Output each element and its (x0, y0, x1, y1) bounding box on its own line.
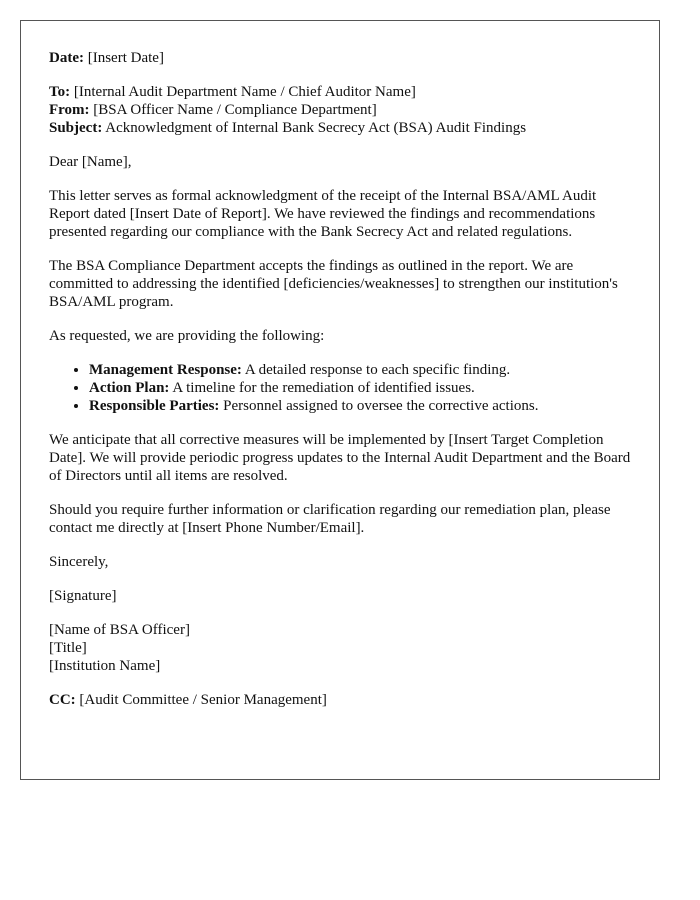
list-item-label: Management Response: (89, 362, 242, 378)
list-item-text: Personnel assigned to oversee the corrective actions. (223, 398, 539, 414)
list-item-text: A timeline for the remediation of identified issues. (172, 380, 475, 396)
list-item (89, 379, 631, 397)
officer-name: [Name of BSA Officer] (49, 622, 190, 638)
to-value: [Internal Audit Department Name / Chief Auditor Name] (73, 84, 416, 100)
signature-placeholder: [Signature] (49, 588, 117, 604)
body-paragraph-5: Should you require further information or clarification regarding our remediation plan, please contact me directly at [Insert Phone Number/Email]. (49, 502, 611, 536)
to-label: To: (49, 84, 71, 100)
salutation: Dear [Name], (49, 154, 132, 170)
subject-label: Subject: (49, 120, 103, 136)
list-item-text: A detailed response to each specific finding. (244, 362, 511, 378)
list-item-label: Responsible Parties: (89, 398, 220, 414)
cc-line (49, 691, 631, 709)
list-item (89, 397, 631, 415)
letter-page (20, 20, 660, 780)
closing-sincerely: Sincerely, (49, 554, 109, 570)
date-line (49, 49, 631, 67)
date-label: Date: (49, 50, 84, 66)
to-line (49, 83, 631, 101)
subject-line (49, 119, 631, 137)
cc-label: CC: (49, 692, 76, 708)
date-value: [Insert Date] (87, 50, 164, 66)
body-paragraph-4: We anticipate that all corrective measures will be implemented by [Insert Target Completion Date]. We will provide periodic progress updates to the Internal Audit Department and the Board of Directors until all items are resolved. (49, 432, 631, 484)
from-value: [BSA Officer Name / Compliance Department] (93, 102, 377, 118)
signature-block (49, 621, 631, 675)
cc-value: [Audit Committee / Senior Management] (79, 692, 327, 708)
letter-header (49, 83, 631, 137)
body-paragraph-1: This letter serves as formal acknowledgment of the receipt of the Internal BSA/AML Audit Report dated [Insert Date of Report]. We have reviewed the findings and recommendations presented regarding our compliance with the Bank Secrecy Act and related regulations. (49, 188, 597, 240)
body-paragraph-2: The BSA Compliance Department accepts the findings as outlined in the report. We are committed to addressing the identified [deficiencies/weaknesses] to strengthen our institution's BSA/AML program. (49, 258, 618, 310)
officer-title: [Title] (49, 640, 87, 656)
subject-value: Acknowledgment of Internal Bank Secrecy Act (BSA) Audit Findings (105, 120, 527, 136)
body-paragraph-3: As requested, we are providing the following: (49, 328, 325, 344)
list-item (89, 361, 631, 379)
from-line (49, 101, 631, 119)
list-item-label: Action Plan: (89, 380, 170, 396)
from-label: From: (49, 102, 90, 118)
provided-items-list (49, 361, 631, 415)
institution-name: [Institution Name] (49, 658, 161, 674)
